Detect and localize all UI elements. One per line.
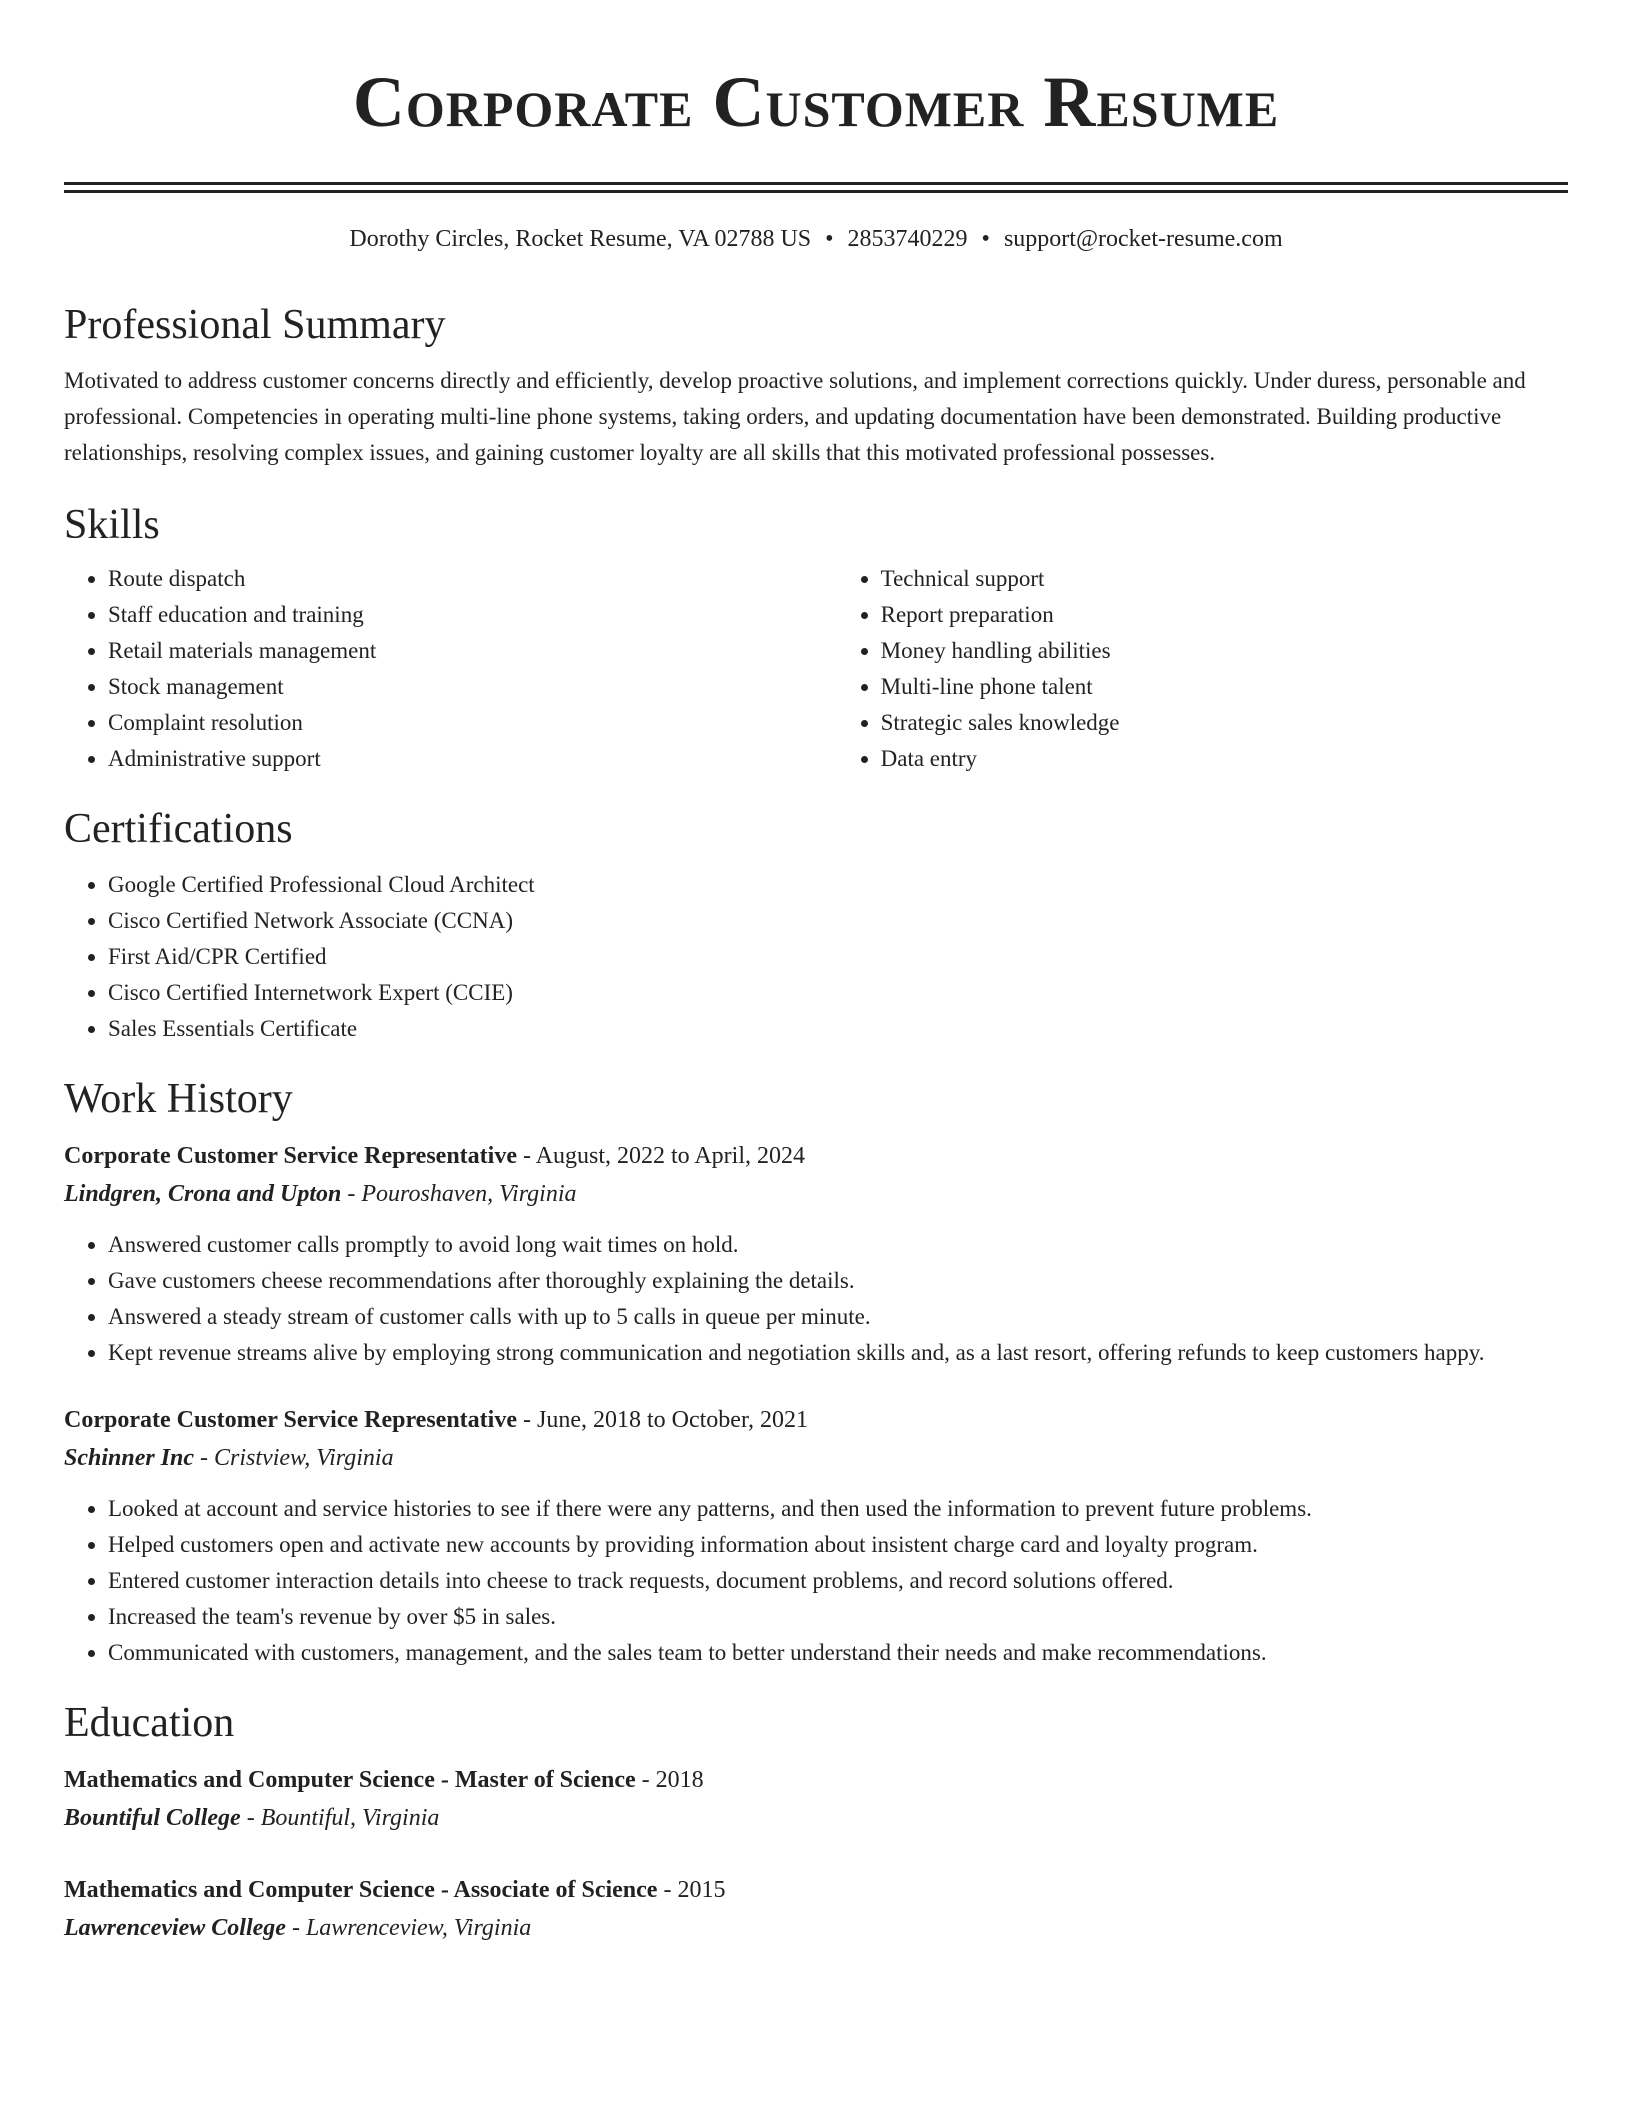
skills-section (64, 499, 1568, 777)
education-school-line (64, 1799, 1568, 1837)
job-dates: - June, 2018 to October, 2021 (516, 1407, 808, 1433)
education-degree-line (64, 1761, 1568, 1799)
job-location: - Pouroshaven, Virginia (341, 1181, 577, 1207)
skills-heading: Skills (64, 502, 160, 548)
job-duty: • Gave customers cheese recommendations after thoroughly explaining the details. (108, 1263, 1568, 1299)
education-degree: Mathematics and Computer Science - Associate of Science (64, 1877, 658, 1903)
job-entry (64, 1137, 1568, 1371)
job-entry (64, 1401, 1568, 1671)
title-divider (64, 182, 1568, 193)
skill-item: • Report preparation (881, 597, 1568, 633)
education-entry (64, 1871, 1568, 1947)
skill-item: • Multi-line phone talent (881, 669, 1568, 705)
job-duty: • Answered a steady stream of customer calls with up to 5 calls in queue per minute. (108, 1299, 1568, 1335)
skill-item: • Staff education and training (108, 597, 837, 633)
summary-text: Motivated to address customer concerns directly and efficiently, develop proactive solutions, and implement corrections quickly. Under duress, personable and professional. Competencies in operating multi-line phone systems, taking orders, and updating documentation have been demonstrated. Building productive relationships, resolving complex issues, and gaining customer loyalty are all skills that this motivated professional possesses. (64, 368, 1526, 465)
job-company-line (64, 1175, 1568, 1213)
certifications-section (64, 803, 1568, 1047)
skill-item: • Route dispatch (108, 561, 837, 597)
job-duty: • Looked at account and service histories to see if there were any patterns, and then used the information to prevent future problems. (108, 1491, 1568, 1527)
skill-item: • Money handling abilities (881, 633, 1568, 669)
education-degree-line (64, 1871, 1568, 1909)
skill-item: • Complaint resolution (108, 705, 837, 741)
job-duties-list (64, 1227, 1568, 1371)
education-degree: Mathematics and Computer Science - Master of Science (64, 1767, 636, 1793)
job-duty: • Communicated with customers, management, and the sales team to better understand their needs and make recommendations. (108, 1635, 1568, 1671)
job-dates: - August, 2022 to April, 2024 (516, 1143, 805, 1169)
education-year: - 2015 (657, 1877, 726, 1903)
job-role: Corporate Customer Service Representative (64, 1407, 517, 1433)
summary-section (64, 299, 1568, 471)
contact-address: Dorothy Circles, Rocket Resume, VA 02788 US (349, 226, 812, 252)
skill-item: • Retail materials management (108, 633, 837, 669)
job-duties-list (64, 1491, 1568, 1671)
job-title-line (64, 1137, 1568, 1175)
certification-item: • Google Certified Professional Cloud Architect (108, 867, 1568, 903)
skill-item: • Administrative support (108, 741, 837, 777)
education-school: Lawrenceview College (64, 1915, 286, 1941)
skill-item: • Technical support (881, 561, 1568, 597)
certifications-heading: Certifications (64, 806, 293, 852)
job-location: - Cristview, Virginia (194, 1445, 394, 1471)
certification-item: • Cisco Certified Network Associate (CCNA) (108, 903, 1568, 939)
education-location: - Lawrenceview, Virginia (285, 1915, 532, 1941)
education-school-line (64, 1909, 1568, 1947)
job-duty: • Kept revenue streams alive by employing strong communication and negotiation skills and, as a last resort, offering refunds to keep customers happy. (108, 1335, 1568, 1371)
job-company: Lindgren, Crona and Upton (64, 1181, 342, 1207)
work-history-heading: Work History (64, 1076, 293, 1122)
job-duty: • Increased the team's revenue by over $5 in sales. (108, 1599, 1568, 1635)
skills-list-left (64, 561, 837, 777)
certification-item: • First Aid/CPR Certified (108, 939, 1568, 975)
job-title-line (64, 1401, 1568, 1439)
skills-columns (64, 561, 1568, 777)
education-year: - 2018 (635, 1767, 704, 1793)
job-duty: • Helped customers open and activate new accounts by providing information about insistent charge card and loyalty program. (108, 1527, 1568, 1563)
summary-heading: Professional Summary (64, 302, 446, 348)
job-role: Corporate Customer Service Representative (64, 1143, 517, 1169)
contact-separator: • (981, 226, 990, 252)
skill-item: • Data entry (881, 741, 1568, 777)
skill-item: • Stock management (108, 669, 837, 705)
skill-item: • Strategic sales knowledge (881, 705, 1568, 741)
resume-title: Corporate Customer Resume (352, 62, 1280, 142)
education-section (64, 1697, 1568, 1947)
job-duty: • Entered customer interaction details into cheese to track requests, document problems, and record solutions offered. (108, 1563, 1568, 1599)
education-school: Bountiful College (64, 1805, 241, 1831)
education-entry (64, 1761, 1568, 1837)
contact-line (64, 223, 1568, 255)
contact-phone: 2853740229 (847, 226, 968, 252)
job-duty: • Answered customer calls promptly to avoid long wait times on hold. (108, 1227, 1568, 1263)
certification-item: • Sales Essentials Certificate (108, 1011, 1568, 1047)
skills-list-right (837, 561, 1568, 777)
education-location: - Bountiful, Virginia (240, 1805, 440, 1831)
certification-item: • Cisco Certified Internetwork Expert (CCIE) (108, 975, 1568, 1011)
work-history-section (64, 1073, 1568, 1671)
job-company-line (64, 1439, 1568, 1477)
contact-separator: • (825, 226, 834, 252)
contact-email: support@rocket-resume.com (1003, 226, 1283, 252)
job-company: Schinner Inc (64, 1445, 195, 1471)
education-heading: Education (64, 1700, 235, 1746)
certifications-list (64, 867, 1568, 1047)
